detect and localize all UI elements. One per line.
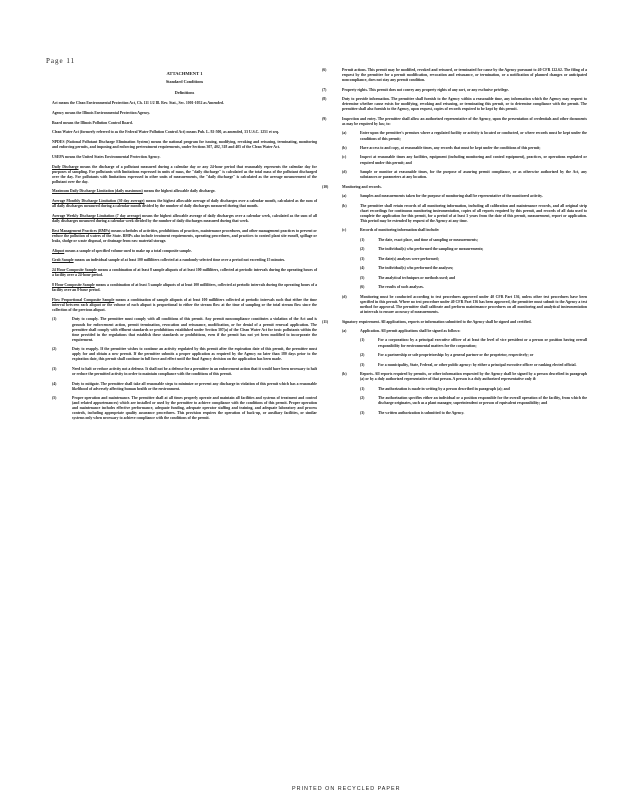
condition-subitem [342,131,587,141]
item-text: The date, exact place, and time of sampling or measurements; [378,237,478,242]
definition-paragraph [52,121,317,126]
definition-paragraph [52,258,317,263]
definition-text: means a combination of at least 3 sample aliquots of at least 100 milliliters, collected at periodic intervals during the operating hours of a facility over an 8-hour period. [52,282,317,292]
item-label: (3) [360,410,365,415]
definition-text: USEPA means the United States Environmental Protection Agency. [52,154,161,159]
definitions-list [52,101,317,313]
condition-subitem [342,329,587,334]
definition-text: Clean Water Act (formerly referred to as the Federal Water Pollution Control Act) means Pub. L. 92-500, as amended, 33 U.S.C. 1251 et seq. [52,130,279,135]
item-text: The authorization specifies either an individual or a position responsible for the overall operation of the facility, from which the discharge originates, such as a plant manager, superintendent or person of equivalent responsibility; and [378,396,587,406]
item-text: The individual(s) who performed the sampling or measurements; [378,247,484,252]
item-text: For a corporation: by a principal executive officer of at least the level of vice president or a person or position having overall responsibility for environmental matters for the corporation; [378,338,587,348]
item-text: Samples and measurements taken for the purpose of monitoring shall be representative of the monitored activity. [360,194,543,199]
definition-text: means a sample of specified volume used to make up a total composite sample. [64,248,192,253]
condition-item [322,320,587,325]
definition-text: means the highest allowable daily discharge. [142,189,216,194]
item-text: Inspect at reasonable times any facilities, equipment (including monitoring and control equipment), practices, or operations regulated or required under this permit; and [360,155,587,165]
item-label: (8) [322,97,327,102]
item-label: (10) [322,184,329,189]
condition-subsubitem [360,363,587,368]
definition-term: Aliquot [52,248,65,253]
definition-text: means the discharge of a pollutant measured during a calendar day or any 24-hour period that reasonably represents the calendar day for purposes of sampling. For pollutants with limitations expressed in units of mass, the "daily discharge" is calculated as the total mass of the pollutant discharged over the day. For pollutants with limitations expressed in other units of measurements, the "daily discharge" is calculated as the average measurement of the pollutant over the day. [52,164,318,184]
definition-paragraph [52,229,317,244]
item-label: (b) [342,145,347,150]
right-column [322,68,587,420]
item-label: (3) [360,362,365,367]
condition-item [322,97,587,112]
definitions-heading: Definitions [174,90,195,96]
right-conditions-list [322,68,587,416]
item-text: Duty to provide information. The permittee shall furnish to the Agency within a reasonable time, any information which the Agency may request to determine whether cause exists for modifying, revoking and reissuing, or terminating this permit, or to determine compliance with the permit. The permittee shall also furnish to the Agency, upon request, copies of records required to be kept by this permit. [342,97,587,112]
definition-paragraph [52,214,317,224]
standard-conditions-heading: Standard Conditions [165,79,204,85]
definition-paragraph [52,298,317,313]
definition-text: means a combination of sample aliquots of at least 100 milliliters collected at periodic intervals such that either the time interval between each aliquot or the volume of each aliquot is proportional to either the stream flow at the time of sampling or the total stream flow since the collection of the previous aliquot. [52,297,317,312]
item-label: (1) [360,386,365,391]
condition-subsubitem [360,338,587,348]
item-text: Inspection and entry. The permittee shall allow an authorized representative of the Agency, upon the presentation of credentials and other documents as may be required by law, to: [342,116,587,126]
item-label: (c) [342,155,347,160]
condition-subsubitem [360,285,587,290]
item-label: (b) [342,203,347,208]
item-text: Sample or monitor at reasonable times, for the purpose of assuring permit compliance, or as otherwise authorized by the Act, any substances or parameters at any location. [360,170,587,180]
item-label: (6) [322,68,327,72]
item-text: Records of monitoring information shall include: [360,228,440,233]
left-conditions-list [52,317,317,421]
condition-item [322,68,587,83]
item-label: (11) [322,319,329,324]
item-text: Monitoring must be conducted according to test procedures approved under 40 CFR Part 136, unless other test procedures have been specified in this permit. Where no test procedure under 40 CFR Part 136 has been approved, the permittee must submit to the Agency a test method for approval. The permittee shall calibrate and perform maintenance procedures on all monitoring and analytical instrumentation at intervals to ensure accuracy of measurements. [360,294,587,315]
item-text: The results of such analyses. [378,285,424,290]
item-text: The authorization is made in writing by a person described in paragraph (a); and [378,386,510,391]
item-label: (a) [342,329,347,333]
definition-term: Flow Proportional Composite Sample [52,297,115,302]
definition-paragraph [52,140,317,150]
item-text: Have access to and copy, at reasonable times, any records that must be kept under the conditions of this permit; [360,145,541,150]
item-text: For a municipality, State, Federal, or other public agency: by either a principal executive officer or ranking elected official. [378,362,577,367]
condition-subsubitem [360,396,587,406]
definition-term: Average Weekly Discharge Limitation (7 day average) [52,213,141,218]
definition-text: NPDES (National Pollutant Discharge Elimination System) means the national program for issuing, modifying, revoking and reissuing, terminating, monitoring and enforcing permits, and imposing and enforcing pretreatment requirements, under Sections 307, 402, 318 and 405 of the Clean Water Act. [52,140,317,150]
item-label: (3) [52,366,57,371]
definition-term: Grab Sample [52,258,74,263]
definition-text: means schedules of activities, prohibitions of practices, maintenance procedures, and other management practices to prevent or reduce the pollution of waters of the State. BMPs also include treatment requirements, operating procedures, and practices to control plant site runoff, spillage or leaks, sludge or waste disposal, or drainage from raw material storage. [52,228,317,243]
condition-item [322,117,587,127]
item-label: (a) [342,131,347,136]
condition-item [52,382,317,392]
item-text: Enter upon the permittee's premises where a regulated facility or activity is located or conducted, or where records must be kept under the conditions of this permit; [360,131,587,141]
item-text: Reports. All reports required by permits, or other information requested by the Agency shall be signed by a person described in paragraph (a) or by a duly authorized representative of that person. A person is a duly authorized representative only if: [360,372,587,382]
condition-subitem [342,204,587,224]
item-label: (a) [342,194,347,199]
condition-subsubitem [360,238,587,243]
item-label: (c) [342,228,347,233]
left-column [52,68,317,426]
attachment-heading: ATTACHMENT 1 [166,71,203,76]
item-label: (1) [360,338,365,343]
condition-subsubitem [360,387,587,392]
condition-item [52,367,317,377]
condition-subitem [342,194,587,199]
page-number: Page 11 [46,57,76,65]
item-label: (2) [360,396,365,401]
definition-paragraph [52,165,317,185]
condition-subitem [342,155,587,165]
item-text: Signatory requirement. All applications, reports or information submitted to the Agency shall be signed and certified. [342,319,532,324]
definition-term: 8 Hour Composite Sample [52,282,95,287]
condition-subsubitem [360,257,587,262]
item-label: (7) [322,87,327,92]
definition-text: means the highest allowable average of daily discharges over a calendar week, calculated as the sum of all daily discharges measured during a calendar week divided by the number of daily discharges measured during that week. [52,213,317,224]
item-label: (d) [342,170,347,175]
item-text: Monitoring and records. [342,184,382,189]
condition-item [322,88,587,93]
item-label: (9) [322,116,327,121]
item-label: (2) [52,347,57,352]
definition-term: Best Management Practices (BMPs) [52,228,111,233]
condition-subsubitem [360,276,587,281]
condition-subsubitem [360,266,587,271]
definition-text: Board means the Illinois Pollution Control Board. [52,120,133,125]
definition-text: Agency means the Illinois Environmental Protection Agency. [52,110,151,115]
condition-subitem [342,372,587,382]
item-text: The individual(s) who performed the analyses; [378,266,454,271]
condition-item [52,347,317,362]
condition-item [52,396,317,421]
condition-subsubitem [360,247,587,252]
item-label: (6) [360,285,365,290]
item-label: (2) [360,353,365,358]
condition-subitem [342,228,587,233]
condition-item [52,317,317,342]
definition-term: Daily Discharge [52,164,79,169]
item-label: (5) [360,275,365,280]
item-text: Duty to mitigate. The permittee shall take all reasonable steps to minimize or prevent any discharge in violation of this permit which has a reasonable likelihood of adversely affecting human health or the environment. [72,381,317,391]
recycled-paper-footer: PRINTED ON RECYCLED PAPER [292,786,401,792]
item-label: (4) [360,266,365,271]
condition-subitem [342,170,587,180]
item-label: (b) [342,372,347,377]
item-label: (d) [342,294,347,299]
definition-paragraph [52,283,317,293]
definition-text: means the highest allowable average of daily discharges over a calendar month, calculated as the sum of all daily discharges measured during a calendar month divided by the number of daily discharges measured during that month. [52,199,317,209]
item-text: The permittee shall retain records of all monitoring information, including all calibration and maintenance records, and all original strip chart recordings for continuous monitoring instrumentation, copies of all reports required by this permit, and records of all data used to complete the application for this permit, for a period of at least 3 years from the date of this permit, measurement, report or application. This period may be extended by request of the Agency at any time. [360,203,587,223]
definition-paragraph [52,130,317,135]
definition-term: Maximum Daily Discharge Limitation (daily maximum) [52,189,143,194]
item-label: (3) [360,256,365,261]
item-label: (2) [360,247,365,252]
definition-term: Average Monthly Discharge Limitation (30 day average) [52,199,145,204]
definition-paragraph [52,155,317,160]
definition-text: Act means the Clean Environmental Protection Act, Ch. 111 1/2 Ill. Rev. Stat., Sec. 1001-1052 as Amended. [52,101,224,106]
item-label: (4) [52,381,57,386]
definition-paragraph [52,249,317,254]
item-text: For a partnership or sole proprietorship: by a general partner or the proprietor, respectively; or [378,353,534,358]
definition-text: means an individual sample of at least 100 milliliters collected at a randomly-selected time over a period not exceeding 15 minutes. [73,258,286,263]
condition-subitem [342,146,587,151]
item-text: The analytical techniques or methods used; and [378,275,456,280]
condition-subsubitem [360,353,587,358]
definition-paragraph [52,199,317,209]
item-text: The written authorization is submitted to the Agency. [378,410,465,415]
item-text: Permit actions. This permit may be modified, revoked and reissued, or terminated for cause by the Agency pursuant to 40 CFR 122.62. The filing of a request by the permittee for a permit modification, revocation and reissuance, or termination, or a notification of planned changes or anticipated noncompliance, does not stay any permit condition. [342,68,587,83]
item-text: Application. All permit applications shall be signed as follows: [360,329,461,333]
item-text: Need to halt or reduce activity not a defense. It shall not be a defense for a permittee in an enforcement action that it would have been necessary to halt or reduce the permitted activity in order to maintain compliance with the conditions of this permit. [72,366,317,377]
definition-paragraph [52,268,317,278]
definition-text: means a combination of at least 8 sample aliquots of at least 100 milliliters, collected at periodic intervals during the operating hours of a facility over a 24-hour period. [52,267,317,278]
item-label: (1) [52,317,57,322]
item-text: The date(s) analyses were performed; [378,256,439,261]
item-text: Duty to comply. The permittee must comply with all conditions of this permit. Any permit noncompliance constitutes a violation of the Act and is grounds for enforcement action, permit termination, revocation and reissuance, modification, or for denial of a permit renewal application. The permittee shall comply with effluent standards or prohibitions established under Section 307(a) of the Clean Water Act for toxic pollutants within the time provided in the regulations that establish these standards or prohibitions, even if the permit has not yet been modified to incorporate the requirement. [72,317,317,342]
definition-paragraph [52,189,317,194]
definition-term: 24 Hour Composite Sample [52,267,97,272]
item-label: (1) [360,237,365,242]
item-text: Property rights. This permit does not convey any property rights of any sort, or any exclusive privilege. [342,87,509,92]
condition-subitem [342,295,587,315]
definition-paragraph [52,101,317,106]
item-text: Duty to reapply. If the permittee wishes to continue an activity regulated by this permit after the expiration date of this permit, the permittee must apply for and obtain a new permit. If the permittee submits a proper application as required by the Agency no later than 180 days prior to the expiration date, this permit shall continue in full force and effect until the final Agency decision on the application has been made. [72,347,317,362]
item-label: (5) [52,396,57,401]
item-text: Proper operation and maintenance. The permittee shall at all times properly operate and maintain all facilities and systems of treatment and control (and related appurtenances) which are installed or used by the permittee to achieve compliance with the conditions of this permit. Proper operation and maintenance includes effective performance, adequate funding, adequate operator staffing and training, and adequate laboratory and process controls, including appropriate quality assurance procedures. This provision requires the operation of back-up, or auxiliary facilities, or similar systems only when necessary to achieve compliance with the conditions of the permit. [72,396,317,421]
definition-paragraph [52,111,317,116]
condition-item [322,185,587,190]
condition-subsubitem [360,411,587,416]
